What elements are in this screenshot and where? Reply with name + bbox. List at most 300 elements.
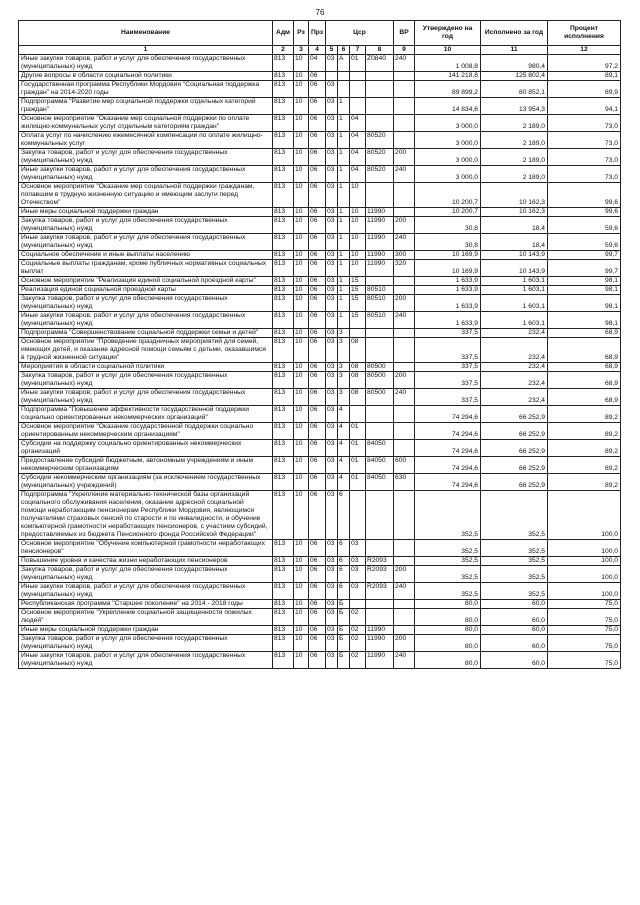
row-approved: 80,0 bbox=[415, 635, 481, 652]
row-csr-subprogram: Б bbox=[338, 626, 350, 635]
row-csr-direction bbox=[366, 183, 394, 208]
row-rz: 10 bbox=[294, 583, 309, 600]
row-csr-subprogram: 1 bbox=[338, 98, 350, 115]
row-prz: 06 bbox=[309, 389, 326, 406]
row-adm: 813 bbox=[273, 183, 294, 208]
row-csr-subprogram: 1 bbox=[338, 251, 350, 260]
row-executed: 1 603,1 bbox=[481, 277, 548, 286]
row-rz: 10 bbox=[294, 491, 309, 540]
row-csr-program: 03 bbox=[326, 286, 338, 295]
row-adm: 813 bbox=[273, 389, 294, 406]
row-csr-event: 08 bbox=[350, 389, 366, 406]
row-adm: 813 bbox=[273, 491, 294, 540]
row-csr-direction: 80520 bbox=[366, 132, 394, 149]
row-csr-subprogram: 1 bbox=[338, 286, 350, 295]
column-number: 4 bbox=[309, 46, 326, 55]
row-csr-event bbox=[350, 406, 366, 423]
row-csr-subprogram: 4 bbox=[338, 440, 350, 457]
row-csr-subprogram: 4 bbox=[338, 423, 350, 440]
row-csr-event: 03 bbox=[350, 583, 366, 600]
row-adm: 813 bbox=[273, 338, 294, 363]
row-prz: 06 bbox=[309, 312, 326, 329]
row-csr-program bbox=[326, 72, 338, 81]
row-csr-event: 02 bbox=[350, 635, 366, 652]
row-csr-subprogram bbox=[338, 72, 350, 81]
row-csr-direction bbox=[366, 98, 394, 115]
row-approved: 352,5 bbox=[415, 557, 481, 566]
row-rz: 10 bbox=[294, 208, 309, 217]
row-prz: 06 bbox=[309, 406, 326, 423]
row-rz: 10 bbox=[294, 609, 309, 626]
row-approved: 141 218,8 bbox=[415, 72, 481, 81]
row-adm: 813 bbox=[273, 234, 294, 251]
row-percent: 98,1 bbox=[548, 312, 621, 329]
row-name: Основное мероприятие "Обучение компьютерной грамотности неработающих пенсионеров" bbox=[19, 540, 273, 557]
row-approved: 3 000,0 bbox=[415, 166, 481, 183]
row-prz: 06 bbox=[309, 540, 326, 557]
column-number-row bbox=[19, 46, 621, 55]
table-row bbox=[19, 491, 621, 540]
row-prz: 06 bbox=[309, 260, 326, 277]
row-vr: 600 bbox=[394, 457, 415, 474]
row-name: Иные меры социальной поддержки граждан bbox=[19, 208, 273, 217]
row-csr-subprogram: А bbox=[338, 55, 350, 72]
row-vr: 240 bbox=[394, 389, 415, 406]
row-approved: 1 633,9 bbox=[415, 286, 481, 295]
row-csr-direction: 80500 bbox=[366, 389, 394, 406]
row-adm: 813 bbox=[273, 406, 294, 423]
row-prz: 06 bbox=[309, 583, 326, 600]
row-csr-subprogram: 1 bbox=[338, 132, 350, 149]
table-row bbox=[19, 566, 621, 583]
column-number: 7 bbox=[350, 46, 366, 55]
table-row bbox=[19, 286, 621, 295]
row-approved: 1 008,8 bbox=[415, 55, 481, 72]
row-executed: 352,5 bbox=[481, 491, 548, 540]
row-vr bbox=[394, 609, 415, 626]
row-rz: 10 bbox=[294, 338, 309, 363]
row-adm: 813 bbox=[273, 286, 294, 295]
row-csr-subprogram: 1 bbox=[338, 277, 350, 286]
row-prz: 06 bbox=[309, 329, 326, 338]
row-percent: 100,0 bbox=[548, 491, 621, 540]
header-vr: ВР bbox=[394, 21, 415, 46]
row-prz: 06 bbox=[309, 652, 326, 669]
table-row bbox=[19, 277, 621, 286]
row-csr-direction: 11990 bbox=[366, 652, 394, 669]
row-name: Иные закупки товаров, работ и услуг для обеспечения государственных (муниципальных) нужд bbox=[19, 583, 273, 600]
row-prz: 06 bbox=[309, 600, 326, 609]
row-name: Другие вопросы в области социальной политики bbox=[19, 72, 273, 81]
row-approved: 337,5 bbox=[415, 329, 481, 338]
row-name: Закупка товаров, работ и услуг для обеспечения государственных (муниципальных) нужд bbox=[19, 149, 273, 166]
row-vr: 200 bbox=[394, 295, 415, 312]
row-rz: 10 bbox=[294, 72, 309, 81]
row-prz: 06 bbox=[309, 277, 326, 286]
row-csr-program: 03 bbox=[326, 491, 338, 540]
row-executed: 232,4 bbox=[481, 329, 548, 338]
row-executed: 60,0 bbox=[481, 626, 548, 635]
row-rz: 10 bbox=[294, 277, 309, 286]
row-vr bbox=[394, 423, 415, 440]
row-csr-subprogram: Б bbox=[338, 652, 350, 669]
row-executed: 60,0 bbox=[481, 609, 548, 626]
row-csr-direction bbox=[366, 72, 394, 81]
row-name: Повышение уровня и качества жизни неработающих пенсионеров bbox=[19, 557, 273, 566]
row-csr-program: 03 bbox=[326, 440, 338, 457]
row-name: Социальное обеспечение и иные выплаты населению bbox=[19, 251, 273, 260]
row-percent: 97,2 bbox=[548, 55, 621, 72]
row-percent: 75,0 bbox=[548, 609, 621, 626]
row-executed: 10 162,3 bbox=[481, 208, 548, 217]
row-approved: 3 000,0 bbox=[415, 132, 481, 149]
row-csr-program: 03 bbox=[326, 251, 338, 260]
row-csr-event: 03 bbox=[350, 557, 366, 566]
row-prz: 06 bbox=[309, 363, 326, 372]
row-percent: 99,6 bbox=[548, 183, 621, 208]
row-csr-event: 10 bbox=[350, 208, 366, 217]
row-executed: 232,4 bbox=[481, 389, 548, 406]
row-adm: 813 bbox=[273, 217, 294, 234]
table-row bbox=[19, 55, 621, 72]
row-approved: 10 169,9 bbox=[415, 251, 481, 260]
row-name: Иные закупки товаров, работ и услуг для обеспечения государственных (муниципальных) нужд bbox=[19, 55, 273, 72]
row-csr-direction: 11990 bbox=[366, 260, 394, 277]
row-vr bbox=[394, 81, 415, 98]
row-adm: 813 bbox=[273, 295, 294, 312]
row-adm: 813 bbox=[273, 457, 294, 474]
row-rz: 10 bbox=[294, 81, 309, 98]
row-csr-event bbox=[350, 81, 366, 98]
row-rz: 10 bbox=[294, 234, 309, 251]
row-csr-event bbox=[350, 329, 366, 338]
row-prz: 06 bbox=[309, 440, 326, 457]
row-rz: 10 bbox=[294, 295, 309, 312]
row-adm: 813 bbox=[273, 440, 294, 457]
row-csr-program: 03 bbox=[326, 540, 338, 557]
row-rz: 10 bbox=[294, 98, 309, 115]
row-csr-program: 03 bbox=[326, 234, 338, 251]
row-vr: 200 bbox=[394, 372, 415, 389]
table-row bbox=[19, 98, 621, 115]
header-name: Наименование bbox=[19, 21, 273, 46]
row-name: Иные закупки товаров, работ и услуг для обеспечения государственных (муниципальных) нужд bbox=[19, 312, 273, 329]
row-executed: 66 252,9 bbox=[481, 440, 548, 457]
row-csr-subprogram: 4 bbox=[338, 474, 350, 491]
row-csr-event bbox=[350, 600, 366, 609]
row-name: Мероприятия в области социальной политики bbox=[19, 363, 273, 372]
row-adm: 813 bbox=[273, 132, 294, 149]
row-prz: 06 bbox=[309, 251, 326, 260]
row-rz: 10 bbox=[294, 457, 309, 474]
row-name: Закупка товаров, работ и услуг для обеспечения государственных (муниципальных) нужд bbox=[19, 295, 273, 312]
row-approved: 352,5 bbox=[415, 491, 481, 540]
row-percent: 89,2 bbox=[548, 440, 621, 457]
row-executed: 352,5 bbox=[481, 583, 548, 600]
row-executed: 980,4 bbox=[481, 55, 548, 72]
row-name: Иные закупки товаров, работ и услуг для обеспечения государственных (муниципальных) нужд bbox=[19, 166, 273, 183]
row-csr-direction bbox=[366, 609, 394, 626]
row-vr: 320 bbox=[394, 260, 415, 277]
row-adm: 813 bbox=[273, 329, 294, 338]
table-row bbox=[19, 423, 621, 440]
row-csr-event: 15 bbox=[350, 295, 366, 312]
row-adm: 813 bbox=[273, 251, 294, 260]
table-row bbox=[19, 132, 621, 149]
row-csr-direction bbox=[366, 329, 394, 338]
row-percent: 89,1 bbox=[548, 72, 621, 81]
row-vr bbox=[394, 115, 415, 132]
row-adm: 813 bbox=[273, 115, 294, 132]
header-approved: Утверждено на год bbox=[415, 21, 481, 46]
row-csr-event: 02 bbox=[350, 609, 366, 626]
row-csr-program: 03 bbox=[326, 55, 338, 72]
row-adm: 813 bbox=[273, 149, 294, 166]
row-rz: 10 bbox=[294, 635, 309, 652]
row-adm: 813 bbox=[273, 55, 294, 72]
header-percent: Процент исполнения bbox=[548, 21, 621, 46]
row-csr-subprogram: 1 bbox=[338, 115, 350, 132]
row-prz: 06 bbox=[309, 72, 326, 81]
row-approved: 3 000,0 bbox=[415, 115, 481, 132]
row-percent: 73,0 bbox=[548, 166, 621, 183]
row-percent: 99,7 bbox=[548, 251, 621, 260]
row-prz: 06 bbox=[309, 132, 326, 149]
row-vr bbox=[394, 440, 415, 457]
table-row bbox=[19, 251, 621, 260]
row-percent: 68,9 bbox=[548, 372, 621, 389]
table-row bbox=[19, 234, 621, 251]
row-vr bbox=[394, 286, 415, 295]
row-percent: 75,0 bbox=[548, 626, 621, 635]
row-csr-program: 03 bbox=[326, 98, 338, 115]
row-csr-subprogram: 3 bbox=[338, 329, 350, 338]
row-rz: 10 bbox=[294, 329, 309, 338]
row-rz: 10 bbox=[294, 260, 309, 277]
row-name: Основное мероприятие "Оказание мер социальной поддержки по оплате жилищно-коммунальных услуг отдельным категориям граждан" bbox=[19, 115, 273, 132]
table-row bbox=[19, 149, 621, 166]
row-percent: 68,9 bbox=[548, 329, 621, 338]
row-executed: 125 802,4 bbox=[481, 72, 548, 81]
row-csr-event bbox=[350, 72, 366, 81]
row-csr-subprogram: 3 bbox=[338, 372, 350, 389]
row-percent: 73,0 bbox=[548, 149, 621, 166]
row-prz: 06 bbox=[309, 295, 326, 312]
row-csr-program: 03 bbox=[326, 566, 338, 583]
row-csr-event: 01 bbox=[350, 474, 366, 491]
column-number: 8 bbox=[366, 46, 394, 55]
row-percent: 75,0 bbox=[548, 652, 621, 669]
row-prz: 06 bbox=[309, 183, 326, 208]
row-vr: 240 bbox=[394, 234, 415, 251]
budget-table bbox=[18, 20, 621, 669]
row-name: Иные меры социальной поддержки граждан bbox=[19, 626, 273, 635]
row-approved: 337,5 bbox=[415, 372, 481, 389]
row-approved: 337,5 bbox=[415, 363, 481, 372]
row-csr-direction: 80520 bbox=[366, 166, 394, 183]
row-csr-direction: 84050 bbox=[366, 440, 394, 457]
row-executed: 66 252,9 bbox=[481, 474, 548, 491]
table-row bbox=[19, 635, 621, 652]
row-adm: 813 bbox=[273, 626, 294, 635]
row-csr-program: 03 bbox=[326, 260, 338, 277]
row-vr bbox=[394, 98, 415, 115]
row-prz: 06 bbox=[309, 98, 326, 115]
table-header bbox=[19, 21, 621, 55]
row-adm: 813 bbox=[273, 98, 294, 115]
header-adm: Адм bbox=[273, 21, 294, 46]
row-rz: 10 bbox=[294, 540, 309, 557]
row-rz: 10 bbox=[294, 149, 309, 166]
header-rz: Рз bbox=[294, 21, 309, 46]
row-percent: 98,1 bbox=[548, 277, 621, 286]
row-vr: 240 bbox=[394, 166, 415, 183]
header-prz: Прз bbox=[309, 21, 326, 46]
row-percent: 89,2 bbox=[548, 457, 621, 474]
row-csr-event: 15 bbox=[350, 312, 366, 329]
row-name: Подпрограмма "Повышение эффективности государственной поддержки социально ориентированных некоммерческих организаций" bbox=[19, 406, 273, 423]
row-approved: 89 899,2 bbox=[415, 81, 481, 98]
row-vr bbox=[394, 338, 415, 363]
row-adm: 813 bbox=[273, 363, 294, 372]
row-percent: 73,0 bbox=[548, 115, 621, 132]
row-csr-subprogram: 6 bbox=[338, 557, 350, 566]
row-name: Подпрограмма "Развитие мер социальной поддержки отдельных категорий граждан" bbox=[19, 98, 273, 115]
row-csr-program: 03 bbox=[326, 423, 338, 440]
row-name: Иные закупки товаров, работ и услуг для обеспечения государственных (муниципальных) нужд bbox=[19, 234, 273, 251]
row-executed: 60,0 bbox=[481, 600, 548, 609]
row-executed: 232,4 bbox=[481, 372, 548, 389]
table-row bbox=[19, 338, 621, 363]
row-approved: 337,5 bbox=[415, 338, 481, 363]
row-percent: 99,6 bbox=[548, 208, 621, 217]
row-rz: 10 bbox=[294, 389, 309, 406]
row-csr-event: 15 bbox=[350, 286, 366, 295]
column-number: 9 bbox=[394, 46, 415, 55]
table-row bbox=[19, 312, 621, 329]
row-csr-program: 03 bbox=[326, 295, 338, 312]
row-approved: 74 294,6 bbox=[415, 457, 481, 474]
row-name: Социальные выплаты гражданам, кроме публичных нормативных социальных выплат bbox=[19, 260, 273, 277]
row-approved: 10 169,9 bbox=[415, 260, 481, 277]
row-rz: 10 bbox=[294, 652, 309, 669]
row-csr-program: 03 bbox=[326, 166, 338, 183]
row-vr: 200 bbox=[394, 149, 415, 166]
table-row bbox=[19, 557, 621, 566]
row-csr-subprogram: 1 bbox=[338, 217, 350, 234]
row-prz: 06 bbox=[309, 208, 326, 217]
row-vr bbox=[394, 208, 415, 217]
row-executed: 80 852,1 bbox=[481, 81, 548, 98]
table-row bbox=[19, 600, 621, 609]
row-executed: 2 189,0 bbox=[481, 132, 548, 149]
row-csr-event: 04 bbox=[350, 132, 366, 149]
row-name: Республиканская программа "Старшее поколение" на 2014 - 2018 годы bbox=[19, 600, 273, 609]
row-adm: 813 bbox=[273, 540, 294, 557]
row-percent: 89,2 bbox=[548, 474, 621, 491]
row-executed: 10 162,3 bbox=[481, 183, 548, 208]
row-csr-program: 03 bbox=[326, 626, 338, 635]
row-executed: 66 252,9 bbox=[481, 457, 548, 474]
row-csr-program: 03 bbox=[326, 474, 338, 491]
row-executed: 232,4 bbox=[481, 363, 548, 372]
row-vr bbox=[394, 329, 415, 338]
row-csr-event: 10 bbox=[350, 217, 366, 234]
row-percent: 98,1 bbox=[548, 286, 621, 295]
row-name: Иные закупки товаров, работ и услуг для обеспечения государственных (муниципальных) нужд bbox=[19, 652, 273, 669]
row-vr: 240 bbox=[394, 583, 415, 600]
row-csr-subprogram: 1 bbox=[338, 149, 350, 166]
row-csr-program: 03 bbox=[326, 183, 338, 208]
row-adm: 813 bbox=[273, 312, 294, 329]
row-percent: 100,0 bbox=[548, 540, 621, 557]
row-name: Подпрограмма "Укрепление материально-технической базы организаций социального обслуживания населения, оказание адресной социальной помощи неработающим пенсионерам Республики Мордовия, являющимся получателями страховых пенсий по старости и по инвалидности, и обучение компьютерной грамотности неработающих пенсионеров, с участием субсидий, предоставляемых из бюджета Пенсионного фонда Российской Федерации" bbox=[19, 491, 273, 540]
row-csr-program: 03 bbox=[326, 557, 338, 566]
row-approved: 352,5 bbox=[415, 566, 481, 583]
row-approved: 80,0 bbox=[415, 600, 481, 609]
row-prz: 06 bbox=[309, 115, 326, 132]
column-number: 3 bbox=[294, 46, 309, 55]
column-number: 1 bbox=[19, 46, 273, 55]
row-vr: 240 bbox=[394, 652, 415, 669]
row-percent: 75,0 bbox=[548, 635, 621, 652]
row-executed: 10 143,9 bbox=[481, 251, 548, 260]
row-csr-program: 03 bbox=[326, 363, 338, 372]
row-name: Основное мероприятие "Укрепление социальной защищенности пожилых людей" bbox=[19, 609, 273, 626]
row-prz: 06 bbox=[309, 217, 326, 234]
row-executed: 2 189,0 bbox=[481, 166, 548, 183]
row-prz: 06 bbox=[309, 286, 326, 295]
row-adm: 813 bbox=[273, 277, 294, 286]
row-csr-subprogram: 3 bbox=[338, 338, 350, 363]
row-name: Закупка товаров, работ и услуг для обеспечения государственных (муниципальных) нужд bbox=[19, 372, 273, 389]
row-adm: 813 bbox=[273, 260, 294, 277]
row-adm: 813 bbox=[273, 600, 294, 609]
row-csr-subprogram: 3 bbox=[338, 363, 350, 372]
row-csr-subprogram: Б bbox=[338, 609, 350, 626]
row-vr bbox=[394, 626, 415, 635]
row-rz: 10 bbox=[294, 251, 309, 260]
row-percent: 59,6 bbox=[548, 217, 621, 234]
table-row bbox=[19, 406, 621, 423]
row-approved: 1 633,9 bbox=[415, 277, 481, 286]
row-approved: 1 633,9 bbox=[415, 295, 481, 312]
row-csr-direction: 80510 bbox=[366, 295, 394, 312]
row-csr-direction bbox=[366, 115, 394, 132]
row-csr-direction bbox=[366, 406, 394, 423]
row-vr bbox=[394, 406, 415, 423]
row-approved: 10 200,7 bbox=[415, 208, 481, 217]
row-approved: 74 294,6 bbox=[415, 423, 481, 440]
row-adm: 813 bbox=[273, 372, 294, 389]
row-csr-program: 03 bbox=[326, 652, 338, 669]
row-name: Основное мероприятие "Реализация единой социальной проездной карты" bbox=[19, 277, 273, 286]
row-prz: 06 bbox=[309, 234, 326, 251]
row-csr-direction: R2093 bbox=[366, 566, 394, 583]
row-csr-direction: 11990 bbox=[366, 626, 394, 635]
row-csr-direction bbox=[366, 600, 394, 609]
column-number: 10 bbox=[415, 46, 481, 55]
row-csr-direction: R2093 bbox=[366, 557, 394, 566]
row-csr-direction: 11990 bbox=[366, 208, 394, 217]
row-name: Иные закупки товаров, работ и услуг для обеспечения государственных (муниципальных) нужд bbox=[19, 389, 273, 406]
row-prz: 06 bbox=[309, 566, 326, 583]
table-row bbox=[19, 363, 621, 372]
row-csr-direction bbox=[366, 540, 394, 557]
row-prz: 06 bbox=[309, 81, 326, 98]
row-csr-program: 03 bbox=[326, 208, 338, 217]
row-rz: 10 bbox=[294, 626, 309, 635]
